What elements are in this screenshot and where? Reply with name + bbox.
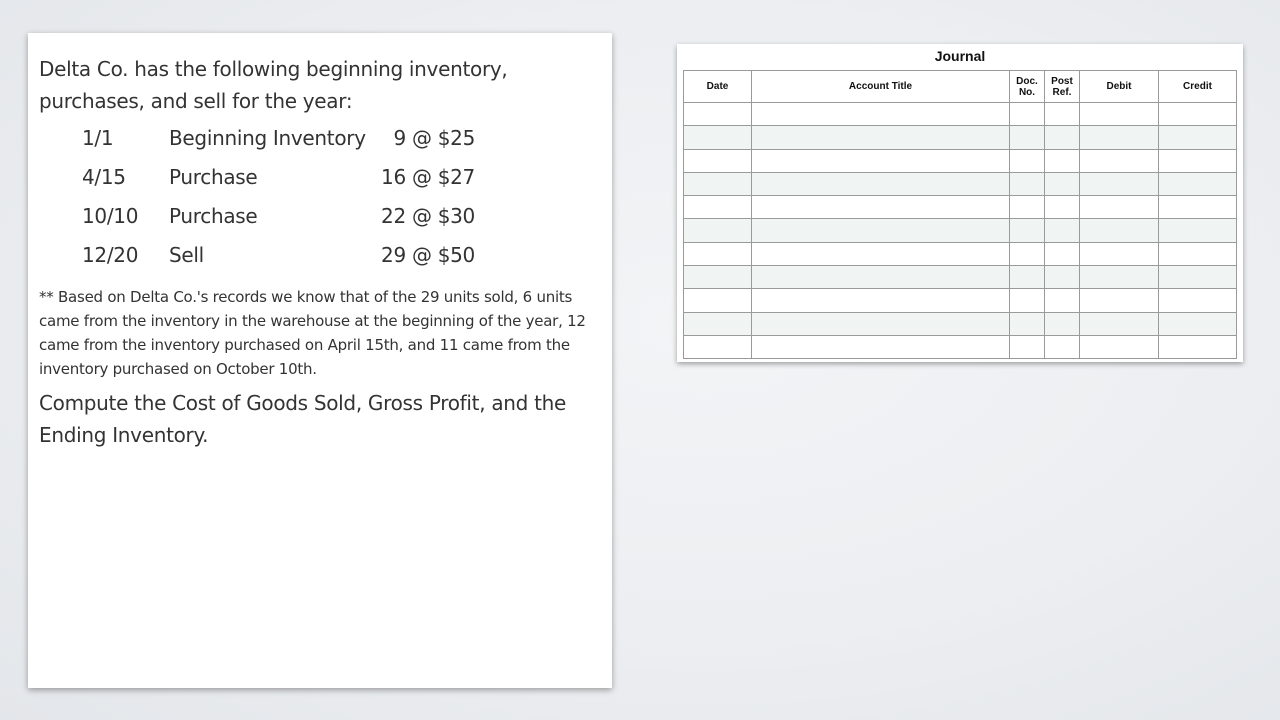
header-account-title: Account Title [752,71,1010,103]
journal-header-row [684,71,1237,103]
journal-title: Journal [934,48,986,64]
transaction-quantity-cost: 22 @ $30 [381,204,475,228]
date-cell[interactable] [684,289,752,312]
doc-no-cell[interactable] [1010,196,1045,219]
debit-cell[interactable] [1080,312,1159,335]
credit-cell[interactable] [1159,219,1237,242]
credit-cell[interactable] [1159,103,1237,126]
date-cell[interactable] [684,335,752,358]
transaction-quantity-cost: 29 @ $50 [381,243,475,267]
journal-row [684,312,1237,335]
transaction-date: 1/1 [82,126,114,150]
account-title-cell[interactable] [752,172,1010,195]
debit-cell[interactable] [1080,219,1159,242]
header-credit: Credit [1159,71,1237,103]
credit-cell[interactable] [1159,266,1237,289]
account-title-cell[interactable] [752,335,1010,358]
post-ref-cell[interactable] [1045,149,1080,172]
transaction-date: 4/15 [82,165,126,189]
date-cell[interactable] [684,312,752,335]
credit-cell[interactable] [1159,289,1237,312]
credit-cell[interactable] [1159,242,1237,265]
journal-row [684,149,1237,172]
debit-cell[interactable] [1080,289,1159,312]
transaction-row [39,236,600,275]
date-cell[interactable] [684,126,752,149]
date-cell[interactable] [684,266,752,289]
journal-row [684,266,1237,289]
header-date: Date [684,71,752,103]
debit-cell[interactable] [1080,196,1159,219]
transaction-quantity-cost: 9 @ $25 [393,126,475,150]
problem-intro: Delta Co. has the following beginning inventory, purchases, and sell for the year: [39,57,508,113]
credit-cell[interactable] [1159,196,1237,219]
date-cell[interactable] [684,149,752,172]
transaction-date: 10/10 [82,204,139,228]
journal-row [684,242,1237,265]
credit-cell[interactable] [1159,149,1237,172]
date-cell[interactable] [684,196,752,219]
account-title-cell[interactable] [752,103,1010,126]
transaction-quantity-cost: 16 @ $27 [381,165,475,189]
account-title-cell[interactable] [752,149,1010,172]
post-ref-cell[interactable] [1045,312,1080,335]
transaction-description: Purchase [169,204,258,228]
header-post-ref: Post Ref. [1045,71,1080,103]
doc-no-cell[interactable] [1010,312,1045,335]
transaction-list [39,119,600,275]
debit-cell[interactable] [1080,126,1159,149]
account-title-cell[interactable] [752,289,1010,312]
doc-no-cell[interactable] [1010,289,1045,312]
account-title-cell[interactable] [752,219,1010,242]
post-ref-cell[interactable] [1045,335,1080,358]
debit-cell[interactable] [1080,103,1159,126]
post-ref-cell[interactable] [1045,219,1080,242]
post-ref-cell[interactable] [1045,172,1080,195]
post-ref-cell[interactable] [1045,103,1080,126]
transaction-description: Purchase [169,165,258,189]
doc-no-cell[interactable] [1010,335,1045,358]
post-ref-cell[interactable] [1045,126,1080,149]
credit-cell[interactable] [1159,335,1237,358]
account-title-cell[interactable] [752,196,1010,219]
debit-cell[interactable] [1080,266,1159,289]
account-title-cell[interactable] [752,312,1010,335]
question-prompt: Compute the Cost of Goods Sold, Gross Profit, and the Ending Inventory. [39,391,567,447]
records-note: ** Based on Delta Co.'s records we know that of the 29 units sold, 6 units came from the inventory in the warehouse at the beginning of the year, 12 came from the inventory purchased on April 15th, and 11 came from the inventory purchased on October 10th. [39,288,586,378]
account-title-cell[interactable] [752,266,1010,289]
header-doc-no: Doc. No. [1010,71,1045,103]
doc-no-cell[interactable] [1010,242,1045,265]
doc-no-cell[interactable] [1010,103,1045,126]
post-ref-cell[interactable] [1045,242,1080,265]
header-debit: Debit [1080,71,1159,103]
credit-cell[interactable] [1159,312,1237,335]
post-ref-cell[interactable] [1045,289,1080,312]
date-cell[interactable] [684,219,752,242]
account-title-cell[interactable] [752,242,1010,265]
journal-form [677,44,1243,362]
date-cell[interactable] [684,103,752,126]
journal-row [684,219,1237,242]
post-ref-cell[interactable] [1045,196,1080,219]
doc-no-cell[interactable] [1010,149,1045,172]
journal-table [683,70,1237,359]
doc-no-cell[interactable] [1010,126,1045,149]
journal-row [684,126,1237,149]
transaction-row [39,119,600,158]
doc-no-cell[interactable] [1010,172,1045,195]
transaction-row [39,197,600,236]
journal-rows [684,103,1237,359]
transaction-description: Beginning Inventory [169,126,366,150]
journal-row [684,289,1237,312]
transaction-date: 12/20 [82,243,139,267]
credit-cell[interactable] [1159,172,1237,195]
problem-card [28,33,612,688]
date-cell[interactable] [684,172,752,195]
journal-row [684,196,1237,219]
doc-no-cell[interactable] [1010,266,1045,289]
account-title-cell[interactable] [752,126,1010,149]
debit-cell[interactable] [1080,149,1159,172]
doc-no-cell[interactable] [1010,219,1045,242]
credit-cell[interactable] [1159,126,1237,149]
transaction-description: Sell [169,243,204,267]
date-cell[interactable] [684,242,752,265]
debit-cell[interactable] [1080,172,1159,195]
journal-row [684,335,1237,358]
debit-cell[interactable] [1080,335,1159,358]
journal-row [684,103,1237,126]
debit-cell[interactable] [1080,242,1159,265]
post-ref-cell[interactable] [1045,266,1080,289]
transaction-row [39,158,600,197]
journal-row [684,172,1237,195]
